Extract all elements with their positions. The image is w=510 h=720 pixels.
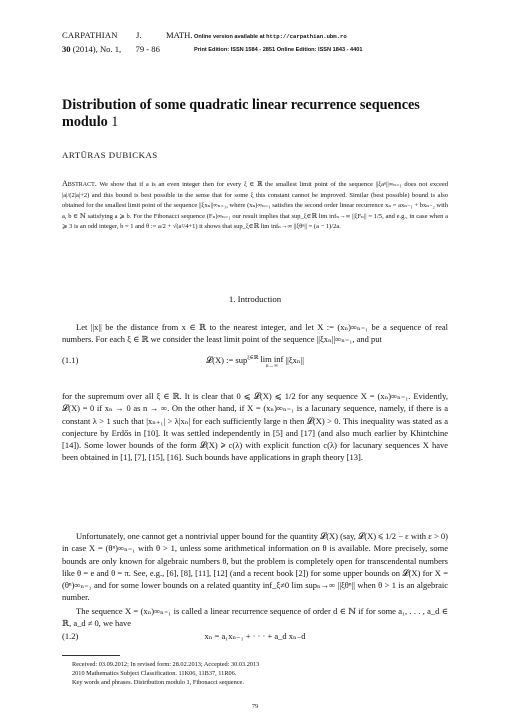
footnote-rule — [62, 655, 120, 656]
journal-name: CARPATHIAN — [62, 30, 118, 40]
page-number: 79 — [251, 703, 259, 710]
journal-j: J. — [136, 30, 142, 40]
abstract-text: We show that if a is an even integer then for every ξ ∈ ℝ the smallest limit point of the sequence ||ξaⁿ||∞ₙ₌₁ does not exceed |a|/(2|a|+2) and this bound is best possible in the sense that for some ξ this constant cannot be improved. Similar (best possible) bound is also obtained for the smallest limit point of the sequence ||ξxₙ||∞ₙ₌₁, where (xₙ)∞ₙ₌₁ satisfies the second order linear recurrence xₙ = axₙ₋₁ + bxₙ₋₂ with a, b ∈ ℕ satisfying a ⩾ b. For the Fibonacci sequence (Fₙ)∞ₙ₌₁ our result implies that sup_ξ∈ℝ lim infₙ→∞ ||ξFₙ|| = 1/5, and e.g., in case when a ⩾ 3 is an odd integer, b = 1 and θ := a/2 + √(a²/4+1) it shows that sup_ξ∈ℝ lim infₙ→∞ ||ξθⁿ|| = (a − 1)/2a. — [62, 181, 448, 231]
equation-number: (1.2) — [62, 631, 79, 641]
equation-lhs: 𝓛(X) := sup — [206, 355, 248, 365]
author-name: ARTŪRAS DUBICKAS — [62, 150, 158, 160]
liminf: lim inf — [260, 354, 284, 364]
abstract — [62, 179, 448, 233]
received-dates: Received: 03.09.2012; In revised form: 28.02.2013; Accepted: 30.03.2013 — [72, 661, 260, 668]
header-row-2 — [62, 44, 462, 57]
online-url[interactable]: http://carpathian.ubm.ro — [266, 33, 347, 40]
sup-subscript: ξ∈ℝ — [247, 355, 259, 361]
paragraph-2: for the supremum over all ξ ∈ ℝ. It is clear that 0 ⩽ 𝓛(X) ⩽ 1/2 for any sequence X = (xₙ)∞ₙ₌₁. Evidently, 𝓛(X) = 0 if xₙ → 0 as n → ∞. On the other hand, if X = (xₙ)∞ₙ₌₁ is a lacunary sequence, namely, if there is a constant λ > 1 such that |xₙ₊₁| > λ|xₙ| for each sufficiently large n then 𝓛(X) > 0. This inequality was stated as a conjecture by Erdős in [10]. It was settled independently in [5] and [17] (and also much earlier by Khintchine [14]). Some lower bounds of the form 𝓛(X) ⩾ c(λ) with explicit function c(λ) for lacunary sequences X have been obtained in [1], [7], [15], [16]. Such bounds have applications in graph theory [13]. — [62, 391, 448, 463]
print-edition: Print Edition: ISSN 1584 - 2851 Online Edition: ISSN 1843 - 4401 — [194, 46, 363, 53]
year-issue: (2014), No. 1, — [72, 43, 122, 54]
journal-header — [62, 30, 462, 56]
equation-body: xₙ = a₁xₙ₋₁ + · · · + a_d xₙ₋d — [204, 631, 306, 641]
online-version-text: Online version available at — [194, 34, 265, 40]
journal-math: MATH. — [166, 30, 193, 40]
paper-title — [62, 97, 452, 131]
equation-number: (1.1) — [62, 355, 79, 365]
volume: 30 — [62, 43, 71, 54]
paragraph-3: Unfortunately, one cannot get a nontrivial upper bound for the quantity 𝓛(X) (say, 𝓛(X) ⩽ 1/2 − ε with ε > 0) in case X = (θⁿ)∞ₙ₌₁ with θ > 1, unless some arithmetical information on θ is available. More precisely, some bounds are only known for algebraic numbers θ, but the problem is completely open for transcendental numbers like θ = e and θ = π. See, e.g., [6], [8], [11], [12] (and a recent book [2]) for some upper bounds on 𝓛(X) for X = (θⁿ)∞ₙ₌₁ and for some lower bounds on a related quantity inf_ξ≠0 lim supₙ→∞ ||ξθⁿ|| when θ > 1 is an algebraic number. — [62, 531, 448, 603]
equation-rhs: ||ξxₙ|| — [285, 355, 304, 365]
abstract-label: Abstract. — [62, 179, 97, 188]
keywords: Key words and phrases. Distribution modulo 1, Fibonacci sequence. — [72, 678, 244, 686]
paragraph-1: Let ||x|| be the distance from x ∈ ℝ to the nearest integer, and let X := (xₙ)∞ₙ₌₁ be a sequence of real numbers. For each ξ ∈ ℝ we consider the least limit point of the sequence ||ξxₙ||∞ₙ₌₁, and put — [62, 322, 448, 345]
page-range: 79 - 86 — [135, 43, 160, 54]
msc-classification: 2010 Mathematics Subject Classification. 11K06, 11B37, 11R06. — [72, 669, 237, 677]
footnotes — [72, 661, 452, 687]
title-number: 1 — [111, 114, 119, 130]
paragraph-4: The sequence X = (xₙ)∞ₙ₌₁ is called a linear recurrence sequence of order d ∈ ℕ if for some a₁, . . . , a_d ∈ ℝ, a_d ≠ 0, we have — [62, 606, 448, 629]
section-heading: 1. Introduction — [228, 294, 282, 304]
title-text: Distribution of some quadratic linear recurrence sequences modulo — [62, 97, 420, 130]
liminf-subscript: n→∞ — [265, 363, 278, 369]
header-row-1 — [62, 30, 462, 44]
